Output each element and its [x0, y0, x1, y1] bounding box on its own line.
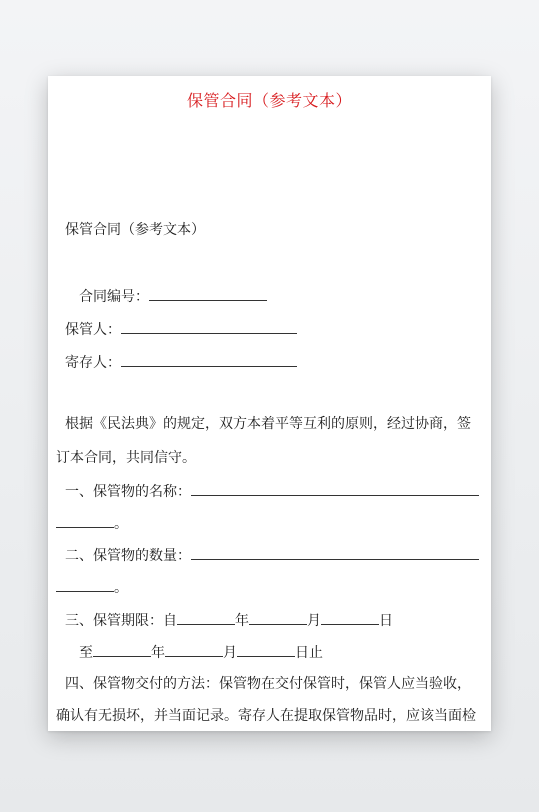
to-year-blank [93, 641, 151, 657]
item-2-blank [191, 544, 479, 560]
to-year-unit: 年 [151, 645, 165, 661]
document-subtitle: 保管合同（参考文本） [65, 222, 205, 238]
contract-page [48, 76, 491, 731]
item-2-continuation [56, 576, 128, 598]
intro-line-1: 根据《民法典》的规定，双方本着平等互利的原则，经过协商，签 [65, 416, 471, 432]
to-month-blank [165, 641, 223, 657]
item-1-blank [191, 480, 479, 496]
document-header-title: 保管合同（参考文本） [186, 91, 352, 110]
item-1-name-field [65, 480, 479, 502]
contract-number-blank [149, 285, 267, 301]
from-year-blank [177, 609, 235, 625]
item-2-label: 二、保管物的数量： [65, 548, 191, 564]
keeper-label: 保管人： [65, 322, 121, 338]
to-label: 至 [79, 645, 93, 661]
from-month-unit: 月 [307, 613, 321, 629]
item-3-period-from [65, 609, 393, 631]
from-year-unit: 年 [235, 613, 249, 629]
depositor-field [65, 351, 297, 373]
to-month-unit: 月 [223, 645, 237, 661]
to-day-until: 日止 [295, 645, 323, 661]
item-4-line-1: 四、保管物交付的方法：保管物在交付保管时，保管人应当验收， [65, 676, 471, 692]
from-day-unit: 日 [379, 613, 393, 629]
item-3-label: 三、保管期限：自 [65, 613, 177, 629]
contract-number-field [79, 285, 267, 307]
item-2-blank-continued [56, 576, 114, 592]
keeper-field [65, 318, 297, 340]
to-day-blank [237, 641, 295, 657]
item-2-quantity-field [65, 544, 479, 566]
item-1-end-mark: 。 [114, 516, 128, 532]
depositor-blank [121, 351, 297, 367]
item-1-blank-continued [56, 512, 114, 528]
item-3-period-to [79, 641, 323, 663]
item-1-label: 一、保管物的名称： [65, 484, 191, 500]
item-1-continuation [56, 512, 128, 534]
keeper-blank [121, 318, 297, 334]
intro-line-2: 订本合同，共同信守。 [56, 450, 196, 466]
depositor-label: 寄存人： [65, 355, 121, 371]
from-month-blank [249, 609, 307, 625]
item-2-end-mark: 。 [114, 580, 128, 596]
item-4-line-2: 确认有无损坏，并当面记录。寄存人在提取保管物品时，应该当面检 [56, 708, 476, 724]
contract-number-label: 合同编号： [79, 289, 149, 305]
from-day-blank [321, 609, 379, 625]
